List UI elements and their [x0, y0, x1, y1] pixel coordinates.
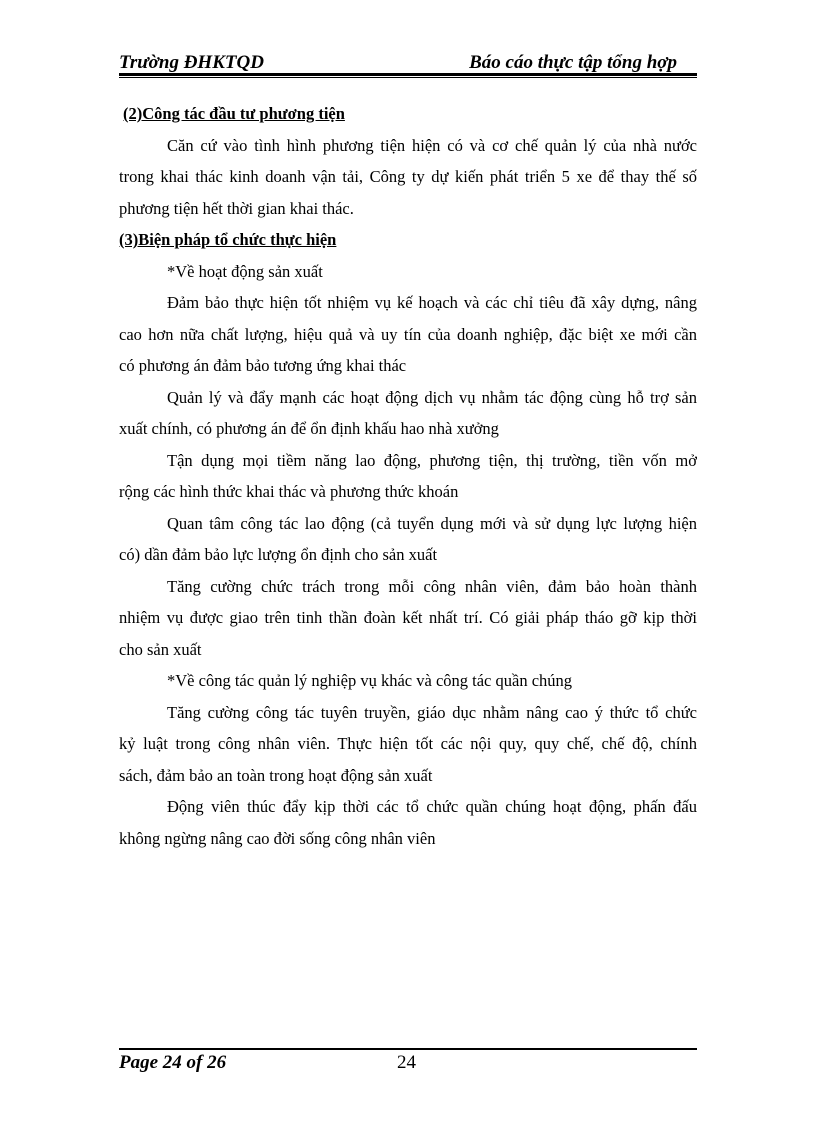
paragraph-line: kỷ luật trong công nhân viên. Thực hiện tốt các nội quy, quy chế, chế độ, chính: [119, 734, 697, 753]
paragraph-line: cho sản xuất: [119, 639, 202, 659]
paragraph-line: Động viên thúc đẩy kịp thời các tổ chức quần chúng hoạt động, phấn đấu: [167, 797, 697, 816]
paragraph-line: không ngừng nâng cao đời sống công nhân viên: [119, 828, 436, 848]
paragraph-line: cao hơn nữa chất lượng, hiệu quả và uy tín của doanh nghiệp, đặc biệt xe mới cần: [119, 324, 697, 344]
header-rule-thin: [119, 77, 697, 78]
document-body: [119, 98, 697, 854]
subheading-management: *Về công tác quản lý nghiệp vụ khác và công tác quần chúng: [167, 671, 573, 690]
header-rule-thick: [119, 73, 697, 76]
section-heading-investment: (2)Công tác đầu tư phương tiện: [123, 104, 345, 123]
footer-rule: [119, 1048, 697, 1050]
paragraph-line: Tận dụng mọi tiềm năng lao động, phương tiện, thị trường, tiền vốn mở: [167, 450, 697, 470]
paragraph-line: có) dần đảm bảo lực lượng ổn định cho sản xuất: [119, 545, 438, 564]
footer-page-number: 24: [397, 1052, 416, 1073]
paragraph-line: nhiệm vụ được giao trên tinh thần đoàn kết nhất trí. Có giải pháp tháo gỡ kịp thời: [119, 608, 697, 627]
paragraph-line: Tăng cường công tác tuyên truyền, giáo dục nhằm nâng cao ý thức tổ chức: [167, 702, 697, 722]
paragraph-line: xuất chính, có phương án để ổn định khấu hao nhà xưởng: [119, 419, 499, 438]
paragraph-line: phương tiện hết thời gian khai thác.: [119, 198, 354, 218]
paragraph-line: Căn cứ vào tình hình phương tiện hiện có và cơ chế quản lý của nhà nước: [167, 135, 697, 155]
section-heading-measures: (3)Biện pháp tổ chức thực hiện: [119, 230, 337, 249]
paragraph-line: Quản lý và đẩy mạnh các hoạt động dịch vụ nhằm tác động cùng hỗ trợ sản: [167, 387, 697, 407]
page-footer: [119, 1048, 697, 1078]
header-school: Trường ĐHKTQD: [119, 52, 264, 73]
paragraph-line: sách, đảm bảo an toàn trong hoạt động sản xuất: [119, 765, 433, 785]
paragraph-line: Tăng cường chức trách trong mỗi công nhân viên, đảm bảo hoàn thành: [167, 576, 697, 596]
subheading-production: *Về hoạt động sản xuất: [167, 261, 323, 281]
paragraph-line: rộng các hình thức khai thác và phương thức khoán: [119, 482, 459, 501]
footer-page-label: Page 24 of 26: [119, 1052, 227, 1073]
header-report-title: Báo cáo thực tập tổng hợp: [469, 52, 677, 73]
page-header: [119, 46, 697, 76]
paragraph-line: Quan tâm công tác lao động (cả tuyển dụng mới và sử dụng lực lượng hiện: [167, 513, 697, 533]
paragraph-line: trong khai thác kinh doanh vận tải, Công ty dự kiến phát triển 5 xe để thay thế số: [119, 167, 697, 186]
paragraph-line: có phương án đảm bảo tương ứng khai thác: [119, 356, 407, 375]
paragraph-line: Đảm bảo thực hiện tốt nhiệm vụ kế hoạch và các chỉ tiêu đã xây dựng, nâng: [167, 293, 697, 312]
